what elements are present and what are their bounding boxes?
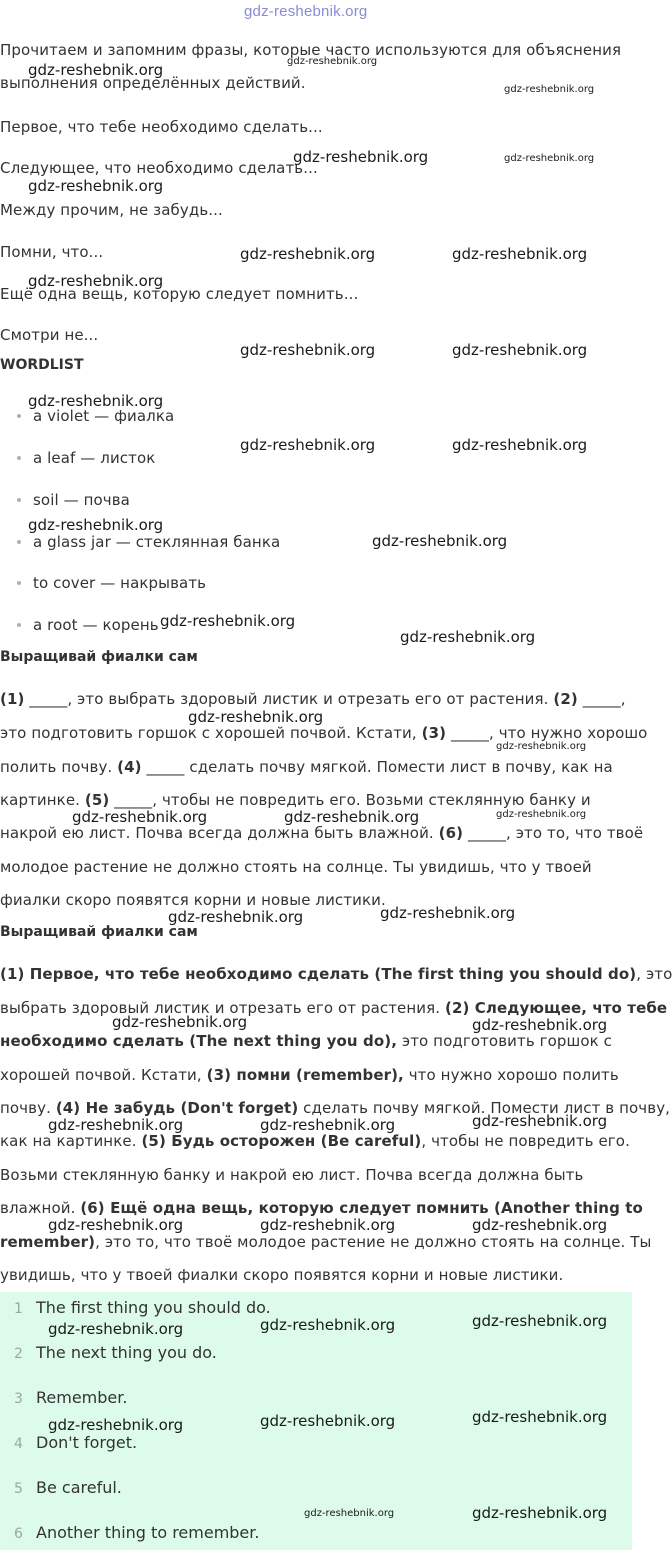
watermark: gdz-reshebnik.org: [496, 809, 587, 820]
bullet-dot: [17, 456, 21, 460]
solution-answer: (2) Следующее, что тебе: [445, 999, 668, 1017]
solution-answer: (5) Будь осторожен (Be careful): [141, 1132, 422, 1150]
bullet-dot: [17, 623, 21, 627]
answer-number: 1: [14, 1301, 23, 1317]
wordlist-item: a glass jar — стеклянная банка: [33, 533, 281, 551]
task-text: картинке.: [0, 791, 85, 809]
solution-line-4: [0, 1066, 619, 1084]
wordlist-item: a violet — фиалка: [33, 407, 175, 425]
task-number: (1): [0, 690, 25, 708]
solution-text: увидишь, что у твоей фиалки скоро появятся корни и новые листики.: [0, 1266, 564, 1284]
phrase-3: Между прочим, не забудь...: [0, 201, 223, 219]
bullet-dot: [17, 581, 21, 585]
solution-line-6: [0, 1132, 630, 1150]
watermark: gdz-reshebnik.org: [472, 1016, 608, 1034]
task-text: молодое растение не должно стоять на солнце. Ты увидишь, что у твоей: [0, 858, 592, 876]
watermark: gdz-reshebnik.org: [260, 1412, 396, 1430]
watermark: gdz-reshebnik.org: [168, 908, 304, 926]
watermark: gdz-reshebnik.org: [472, 1408, 608, 1426]
solution-line-1: [0, 965, 672, 983]
watermark: gdz-reshebnik.org: [240, 436, 376, 454]
answer-text: Another thing to remember.: [36, 1523, 260, 1542]
solution-line-3: [0, 1032, 612, 1050]
task-number: (2): [553, 690, 578, 708]
bullet-dot: [17, 540, 21, 544]
watermark: gdz-reshebnik.org: [28, 177, 164, 195]
wordlist-item: a root — корень: [33, 616, 159, 634]
answer-number: 6: [14, 1526, 23, 1542]
watermark: gdz-reshebnik.org: [260, 1116, 396, 1134]
task-line-6: [0, 858, 592, 876]
watermark: gdz-reshebnik.org: [284, 808, 420, 826]
solution-text: Возьми стеклянную банку и накрой ею лист. Почва всегда должна быть: [0, 1166, 584, 1184]
phrase-1: Первое, что тебе необходимо сделать...: [0, 118, 323, 136]
solution-text: почву.: [0, 1099, 56, 1117]
task-line-1: [0, 690, 626, 708]
watermark: gdz-reshebnik.org: [287, 56, 378, 67]
watermark: gdz-reshebnik.org: [28, 516, 164, 534]
watermark: gdz-reshebnik.org: [380, 904, 516, 922]
watermark: gdz-reshebnik.org: [48, 1416, 184, 1434]
task-number: (6): [438, 824, 464, 842]
watermark: gdz-reshebnik.org: [48, 1116, 184, 1134]
wordlist-title: WORDLIST: [0, 357, 84, 373]
answer-number: 3: [14, 1391, 23, 1407]
watermark: gdz-reshebnik.org: [372, 532, 508, 550]
watermark: gdz-reshebnik.org: [400, 628, 536, 646]
task-line-7: [0, 891, 386, 909]
answer-text: The next thing you do.: [36, 1343, 217, 1362]
watermark: gdz-reshebnik.org: [28, 61, 164, 79]
phrase-5: Ещё одна вещь, которую следует помнить...: [0, 285, 359, 303]
task-line-4: [0, 791, 591, 809]
task-number: (5): [84, 791, 110, 809]
watermark: gdz-reshebnik.org: [260, 1216, 396, 1234]
answer-text: Remember.: [36, 1388, 128, 1407]
solution-answer: (4) Не забудь (Don't forget): [55, 1099, 299, 1117]
watermark: gdz-reshebnik.org: [160, 612, 296, 630]
watermark: gdz-reshebnik.org: [240, 245, 376, 263]
solution-text: влажной.: [0, 1199, 81, 1217]
solution-answer: remember): [0, 1233, 96, 1251]
solution-text: как на картинке.: [0, 1132, 142, 1150]
phrase-2: Следующее, что необходимо сделать...: [0, 159, 318, 177]
solution-text: , это: [636, 965, 672, 983]
task-number: (3): [421, 724, 447, 742]
phrase-6: Смотри не...: [0, 326, 99, 344]
answer-number: 2: [14, 1346, 23, 1362]
bullet-dot: [17, 414, 21, 418]
watermark: gdz-reshebnik.org: [452, 436, 588, 454]
task-text: полить почву.: [0, 758, 118, 776]
task-text: накрой ею лист. Почва всегда должна быть влажной.: [0, 824, 439, 842]
solution-answer: (3) помни (remember),: [206, 1066, 404, 1084]
watermark: gdz-reshebnik.org: [28, 272, 164, 290]
watermark: gdz-reshebnik.org: [72, 808, 208, 826]
watermark: gdz-reshebnik.org: [48, 1320, 184, 1338]
watermark: gdz-reshebnik.org: [260, 1316, 396, 1334]
site-header-watermark[interactable]: gdz-reshebnik.org: [244, 3, 368, 20]
task-text: _____, это выбрать здоровый листик и отрезать его от растения.: [24, 690, 554, 708]
watermark: gdz-reshebnik.org: [304, 1508, 395, 1519]
watermark: gdz-reshebnik.org: [504, 84, 595, 95]
watermark: gdz-reshebnik.org: [472, 1504, 608, 1522]
watermark: gdz-reshebnik.org: [188, 708, 324, 726]
watermark: gdz-reshebnik.org: [496, 741, 587, 752]
solution-line-9: [0, 1233, 651, 1251]
task-text: _____,: [577, 690, 626, 708]
task-text: _____, чтобы не повредить его. Возьми стеклянную банку и: [109, 791, 591, 809]
solution-text: выбрать здоровый листик и отрезать его от растения.: [0, 999, 445, 1017]
solution-line-7: [0, 1166, 583, 1184]
solution-text: , это то, что твоё молодое растение не должно стоять на солнце. Ты: [95, 1233, 652, 1251]
watermark: gdz-reshebnik.org: [472, 1216, 608, 1234]
phrase-4: Помни, что...: [0, 243, 104, 261]
solution-answer: необходимо сделать (The next thing you do),: [0, 1032, 397, 1050]
task-number: (4): [117, 758, 142, 776]
task-text: фиалки скоро появятся корни и новые листики.: [0, 891, 386, 909]
watermark: gdz-reshebnik.org: [293, 148, 429, 166]
watermark: gdz-reshebnik.org: [452, 341, 588, 359]
task-line-2: [0, 724, 647, 742]
solution-text: что нужно хорошо полить: [403, 1066, 619, 1084]
watermark: gdz-reshebnik.org: [472, 1312, 608, 1330]
task-text: _____, это то, что твоё: [463, 824, 644, 842]
answer-text: Don't forget.: [36, 1433, 138, 1452]
intro-line-2: выполнения определённых действий.: [0, 74, 306, 92]
bullet-dot: [17, 498, 21, 502]
answer-text: Be careful.: [36, 1478, 122, 1497]
solution-answer: (6) Ещё одна вещь, которую следует помнить (Another thing to: [80, 1199, 643, 1217]
watermark: gdz-reshebnik.org: [452, 245, 588, 263]
watermark: gdz-reshebnik.org: [240, 341, 376, 359]
intro-line-1: Прочитаем и запомним фразы, которые часто используются для объяснения: [0, 41, 622, 59]
watermark: gdz-reshebnik.org: [112, 1013, 248, 1031]
solution-text: хорошей почвой. Кстати,: [0, 1066, 207, 1084]
watermark: gdz-reshebnik.org: [48, 1216, 184, 1234]
solution-answer: (1) Первое, что тебе необходимо сделать (The first thing you should do): [0, 965, 637, 983]
task-title: Выращивай фиалки сам: [0, 649, 198, 665]
task-text: _____, что нужно хорошо: [446, 724, 648, 742]
solution-text: сделать почву мягкой. Помести лист в почву,: [298, 1099, 671, 1117]
solution-line-8: [0, 1199, 643, 1217]
task-text: это подготовить горшок с хорошей почвой. Кстати,: [0, 724, 422, 742]
solution-line-10: [0, 1266, 563, 1284]
watermark: gdz-reshebnik.org: [472, 1112, 608, 1130]
solution-text: , чтобы не повредить его.: [421, 1132, 630, 1150]
wordlist-item: to cover — накрывать: [33, 574, 207, 592]
answer-number: 4: [14, 1436, 23, 1452]
solution-line-2: [0, 999, 667, 1017]
task-line-3: [0, 758, 613, 776]
watermark: gdz-reshebnik.org: [504, 153, 595, 164]
wordlist-item: a leaf — листок: [33, 449, 156, 467]
solution-text: это подготовить горшок с: [397, 1032, 613, 1050]
wordlist-item: soil — почва: [33, 491, 130, 509]
answer-number: 5: [14, 1481, 23, 1497]
task-text: _____ сделать почву мягкой. Помести лист в почву, как на: [141, 758, 613, 776]
answer-text: The first thing you should do.: [36, 1298, 271, 1317]
solution-title: Выращивай фиалки сам: [0, 924, 198, 940]
watermark: gdz-reshebnik.org: [28, 392, 164, 410]
task-line-5: [0, 824, 643, 842]
